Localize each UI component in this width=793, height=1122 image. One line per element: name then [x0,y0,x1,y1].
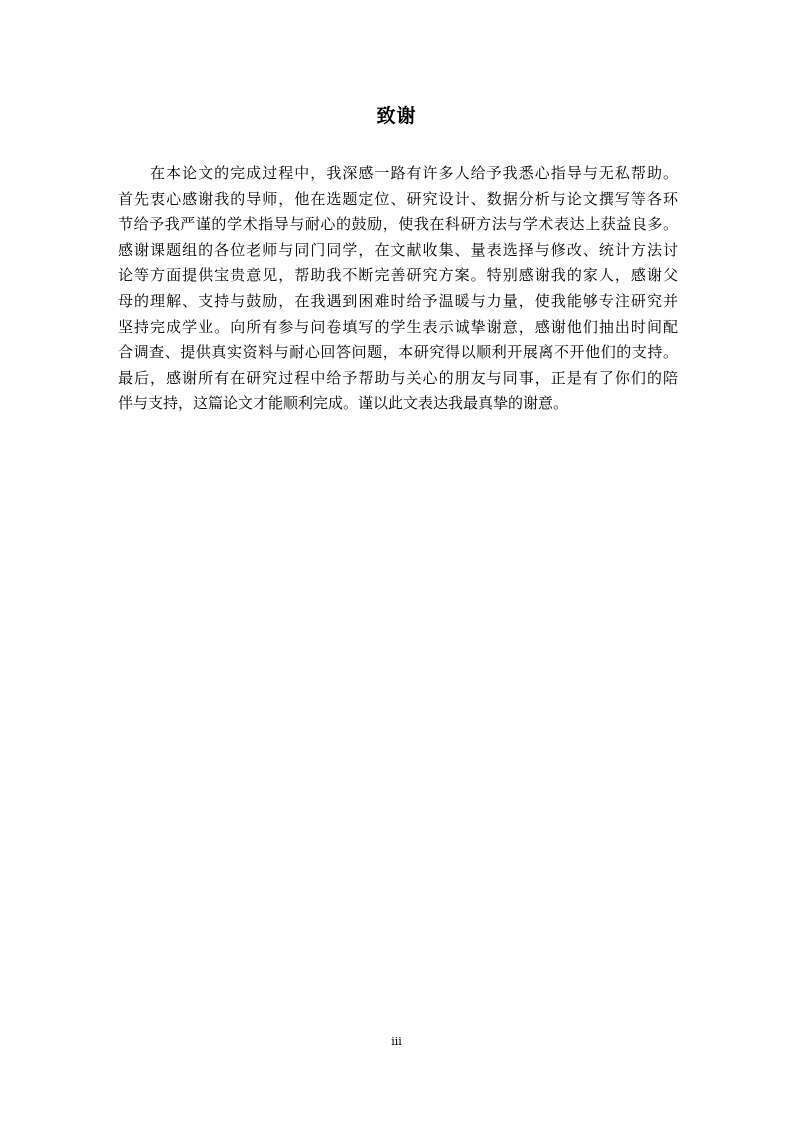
paragraph-line: 论等方面提供宝贵意见，帮助我不断完善研究方案。特别感谢我的家人，感谢父 [118,266,678,285]
paragraph-line: 感谢课题组的各位老师与同门同学，在文献收集、量表选择与修改、统计方法讨 [118,240,678,259]
paragraph-line: 伴与支持，这篇论文才能顺利完成。谨以此文表达我最真挚的谢意。 [118,394,569,413]
paragraph-line: 在本论文的完成过程中，我深感一路有许多人给予我悉心指导与无私帮助。 [150,164,678,182]
paragraph-line: 坚持完成学业。向所有参与问卷填写的学生表示诚挚谢意，感谢他们抽出时间配 [118,317,678,336]
paragraph-line: 最后，感谢所有在研究过程中给予帮助与关心的朋友与同事，正是有了你们的陪 [118,368,678,387]
paragraph-line: 母的理解、支持与鼓励，在我遇到困难时给予温暖与力量，使我能够专注研究并 [118,291,678,310]
page-number: iii [391,1035,402,1048]
paragraph-line: 合调查、提供真实资料与耐心回答问题，本研究得以顺利开展离不开他们的支持。 [118,343,678,362]
paragraph-line: 节给予我严谨的学术指导与耐心的鼓励，使我在科研方法与学术表达上获益良多。 [118,215,678,234]
page-title: 致谢 [376,105,417,127]
acknowledgement-paragraph [118,161,678,417]
paragraph-line: 首先衷心感谢我的导师，他在选题定位、研究设计、数据分析与论文撰写等各环 [118,189,678,208]
